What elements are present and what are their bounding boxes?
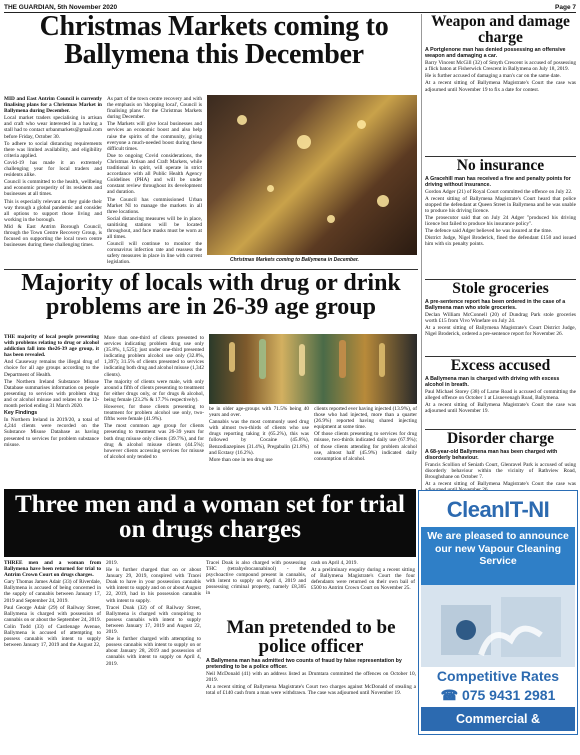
three-men-banner (4, 489, 416, 557)
masthead-page-number: Page 7 (555, 3, 576, 11)
majority-para: However, for those clients presenting to treatment for problem alcohol use only, two-fifths were female (41.9%). (104, 404, 204, 423)
groceries-para: Declan William McConnell (20) of Dundrag Park stole groceries worth £15 from Vivo Winefare on July 24. (425, 311, 576, 324)
noinsurance-para: District Judge, Nigel Broderick, fined the defendant £150 and issued him with six penalty points. (425, 235, 576, 248)
christmas-para: Covid-19 has made it an extremely challenging year for local traders and residents alike. (4, 159, 102, 179)
majority-para: More than one-third of clients presented to services indicating problem drug use only (35.8%, 1,525); just under one-third presented indicating problem alcohol use only (32.8%, 1,397); 31.5% of clients presented to services indicating both drug and alcohol misuse (1,342 clients). (104, 335, 204, 378)
majority-para: Of those clients presenting to services for drug misuse, two-thirds indicated daily use (67.9%); of those clients attending for problem alcohol use, almost half (45.9%) indicated daily consumption of alcohol. (314, 431, 417, 462)
disorder-deck: A 68-year-old Ballymena man has been charged with disorderly behaviour. (425, 448, 558, 461)
christmas-para: Social distancing measures will be in place, sanitising stations will be located throughout, and face masks must be worn at all times. (107, 215, 202, 241)
christmas-para: Local market traders specialising in artisan and craft who wear interested in a having a stall had to contact urbanmarkets@gmail.com before Friday, October 30. (4, 115, 102, 140)
threemen-para: She is further charged with attempting to possess cannabis with intent to supply on or about January 28, 2019 and possession of cannabis with intent to supply on April 4, 2019. (106, 636, 201, 667)
christmas-para: As part of the town centre recovery and with the emphasis on 'shopping local', Council is finalising plans for the Christmas Markets during December. (107, 96, 202, 121)
bottle-shape (259, 339, 266, 379)
threemen-para: Colin Todd (33) of Castlenage Avenue, Ballymena is accused of attempting to possess cannabis with intent to supply between January 17, 2019 and the August 22, (4, 623, 101, 649)
three-men-headline: Three men and a woman set for trial on drugs charges (14, 491, 405, 543)
majority-headline-box (4, 271, 418, 333)
cleanit-advert (418, 490, 578, 750)
christmas-headline-box (4, 13, 424, 95)
alcohol-deck: A Ballymena man is charged with driving with excess alcohol in breath. (425, 375, 560, 388)
photo-light (377, 195, 389, 207)
cleaning-photo (421, 585, 575, 667)
christmas-para: Mid & East Antrim Borough Council, through the Town Centre Recovery Group, is focused on supporting the local town centre businesses during these challenging times. (4, 223, 102, 249)
majority-para: THE majority of local people presenting with problems relating to drug or alcohol addiction fall into the26-39 age group, it has been revealed. (4, 334, 99, 359)
cleaning-steam-icon (421, 585, 575, 667)
christmas-para: This is especially relevant as they guide their way through a global pandemic and consider all options to support those living and working in the borough. (4, 198, 102, 223)
threemen-col-1 (4, 560, 101, 732)
groceries-headline: Stole groceries (452, 280, 549, 297)
key-findings-subhead: Key Findings (4, 410, 38, 417)
bottle-shape (339, 340, 346, 378)
weapon-deck: A Portglenone man has denied possessing an offensive weapon and damaging a car. (425, 47, 566, 60)
threemen-para: He is further charged that on or about January 29, 2019, conspired with Tracei Doak to have in your possession cannabis with intent to supply and on or about August 22, 2019, had in his possession cannabis with intent to supply. (106, 567, 201, 604)
alcohol-article (425, 358, 576, 428)
weapon-para: At a recent sitting of Ballymena Magistrate's Court the case was adjourned until November 19 to fix a date for contest. (425, 80, 576, 93)
drinks-bottles-photo (209, 334, 417, 404)
weapon-para: Barry Vincent McGill (32) of Smyth Crescent is accused of possessing a flick baton at Fisherwick Crescent in Ballymena on July 18, 2019. (425, 60, 576, 73)
majority-para: The most common age group for clients presenting to treatment was 26-39 years for both drug misuse only clients (39.7%), and for drug & alcohol misuse clients (44.5%); however clients accessing services for misuse of alcohol only tended to (104, 423, 204, 460)
disorder-headline: Disorder charge (447, 430, 554, 447)
noinsurance-para: Gordon Adger (21) of Royal Court committed the offence on July 22. (425, 188, 573, 195)
cleanit-rates: Competitive Rates (436, 668, 560, 684)
christmas-para: To adhere to social distancing requirements there was limited availability, and eligibility criteria applied. (4, 140, 102, 159)
majority-para: be in older age-groups with 71.5% being 40 years and over. (209, 406, 309, 419)
pretend-para: Neil McDonald (41) with an address listed as Drumtara committed the offences on October 10, 2019. (206, 671, 416, 684)
threemen-para: 2019. (106, 560, 118, 566)
pretend-article (206, 618, 416, 733)
christmas-para: MID and East Antrim Council is currently finalising plans for a Christmas Market in Ballymena during December. (4, 96, 102, 115)
christmas-para: Due to ongoing Covid considerations, the Christmas Artisan and Craft Markets, while traditional in spirit, will operate in strict accordance with all Public Health Agency Guidelines (PHA) and will be under constant review throughout its development and duration. (107, 152, 202, 196)
majority-para: clients reported ever having injected (13.9%), of those who had injected, more than a quarter (26.9%) reported having shared injecting equipment at some time. (314, 406, 417, 431)
christmas-market-photo (207, 95, 417, 255)
disorder-para: At a recent sitting of Ballymena Magistrate's Court the case was (425, 480, 576, 487)
christmas-para: Council is committed to the health, wellbeing and economic prosperity of its residents and businesses at all times. (4, 179, 102, 198)
groceries-para: At a recent sitting of Ballymena Magistrate's Court District Judge, Nigel Broderick, ordered a pre-sentence report for November 26. (425, 324, 576, 337)
photo-light (267, 185, 274, 192)
noinsurance-para: The defence said Adger believed he was insured at the time. (425, 228, 553, 235)
threemen-para: THREE men and a woman from Ballymena have been returned for trial to Antrim Crown Court on drugs charges. (4, 560, 101, 579)
noinsurance-headline: No insurance (456, 157, 545, 174)
photo-light (237, 115, 247, 125)
cleanit-phone: ☎ 075 9431 2981 (440, 687, 556, 703)
christmas-headline: Christmas Markets coming to Ballymena this December (39, 11, 389, 70)
threemen-para: Gary Thomas James Adair (33) of Riverdale, Ballymena is accused of being concerned in the supply of cannabis between January 17, 2019 and September 24, 2019. (4, 579, 101, 604)
photo-light (357, 120, 366, 129)
groceries-article (425, 281, 576, 355)
bottle-shape (379, 343, 385, 377)
threemen-para: Paul George Adair (29) of Railway Street, Ballymena is charged with possession of cannabis on or about the September 24, 2019. (4, 604, 101, 623)
majority-para: And Causeway remains the illegal drug of choice for all age groups according to the Department of Health. (4, 359, 99, 378)
masthead-publication: THE GUARDIAN, 5th November 2020 (4, 3, 118, 11)
pretend-deck: A Ballymena man has admitted two counts of fraud by false representation by pretending to be a police officer. (206, 658, 402, 671)
threemen-para: Tracei Doak is also charged with possessing THC (tetrahydrocannabinol) - the psychoactive compound present in cannabis, with intent to supply on April 4, 2019 and possessing criminal property, namely £8,305 in (206, 560, 306, 597)
majority-para: Cannabis was the most commonly used drug with almost two-thirds of clients who use drugs reporting taking it (65.2%), this was followed by Cocaine (45.8%), Benzodiazepines (31.4%), Pregabalin (21.8%) and Ecstasy (16.2%). (209, 419, 309, 456)
threemen-para: cash on April 4, 2019. (311, 560, 358, 566)
weapon-article (425, 14, 576, 156)
groceries-deck: A pre-sentence report has been ordered in the case of a Ballymena man who stole groceries. (425, 298, 566, 311)
alcohol-para: Paul Michael Storey (38) of Larne Road is accused of committing the alleged offence on October 1 at Lisnevenagh Road, Ballymena. (425, 388, 576, 401)
noinsurance-deck: A Gracehill man has received a fine and penalty points for driving without insurance. (425, 175, 571, 188)
bottle-shape (299, 344, 305, 376)
christmas-para: The Council has commissioned Urban Market NI to manage the markets in all three locations. (107, 196, 202, 215)
majority-headline: Majority of locals with drug or drink problems are in 26-39 age group (21, 270, 401, 320)
photo-light (327, 215, 335, 223)
photo-light (297, 135, 311, 149)
noinsurance-para: A recent sitting of Ballymena Magistrate's Court heard that police stopped the defendant at Queen Street in Ballymena and he was unable to produce his driving licence. (425, 195, 576, 214)
noinsurance-article (425, 158, 576, 278)
threemen-para: Tracei Doak (32) of of Railway Street, Ballymena is charged with conspiring to possess cannabis with intent to supply between January 17, 2019 and August 22, 2019. (106, 604, 201, 636)
cleanit-logo: CleanIT-NI (446, 497, 550, 522)
christmas-col-1 (4, 96, 102, 266)
threemen-col-4 (311, 560, 415, 615)
majority-col-2-top (104, 334, 204, 335)
noinsurance-para: The prosecutor said that on July 24 Adger "produced his driving licence but failed to produce his insurance policy". (425, 215, 576, 228)
disorder-article (425, 431, 576, 489)
majority-para: The majority of clients were male, with only around a fifth of clients presenting to treatment for either drugs only, or for drugs & alcohol, being female (23.2% & 17.7% respectively). (104, 378, 204, 403)
alcohol-headline: Excess accused (450, 357, 551, 374)
weapon-headline: Weapon and damage charge (431, 13, 570, 46)
cleanit-teaser: We are pleased to announce our new Vapour Cleaning Service (421, 527, 575, 585)
christmas-col-2 (107, 96, 202, 266)
majority-para: The Northern Ireland Substance Misuse Database summarises information on people presenting to services with problem drug and or alcohol misuse and relates to the 12-month period ending 31 March 2020. (4, 378, 99, 410)
christmas-para: Council will continue to monitor the coronavirus infection rate and reassess the safety measures in place in line with current legislation. (107, 241, 202, 266)
alcohol-para: At a recent sitting of Ballymena Magistrate's Court the case was adjourned until November 19. (425, 401, 576, 414)
threemen-para: At a preliminary enquiry during a recent sitting of Ballymena Magistrate's Court the four defendants were returned on their own bail of £500 to Antrim Crown Court on November 25. (311, 567, 415, 592)
threemen-col-3 (206, 560, 306, 615)
christmas-para: The Markets will give local businesses and services an economic boost and also help raise the spirits of the community, giving everyone a much-needed boost during these difficult times. (107, 121, 202, 152)
disorder-para: Francis Scollion of Seniath Court, Glenravel Park is accused of using disorderly behaviour within the vicinity of Rathview Road, Broughshane on October 7. (425, 461, 576, 480)
christmas-photo-caption: Christmas Markets coming to Ballymena in December. (230, 257, 359, 263)
cleanit-service-bar: Commercial & Residential (421, 707, 575, 731)
majority-para: In Northern Ireland in 2019/20, a total of 4,244 clients were recorded on the Substance Misuse Database as having presented to services for problem substance misuse. (4, 417, 99, 448)
pretend-para: At a recent sitting of Ballymena Magistrate's Court two charges against McDonald of stealing a total of £140 cash from a man were withdrawn. The case was adjourned until November 19. (206, 684, 416, 697)
bottle-shape (229, 342, 235, 372)
majority-para: More than one in ten drug use (209, 456, 273, 463)
threemen-col-2 (106, 560, 201, 732)
weapon-para: He is further accused of damaging a man's car on the same date. (425, 73, 561, 80)
pretend-headline: Man pretended to be police officer (226, 617, 396, 657)
